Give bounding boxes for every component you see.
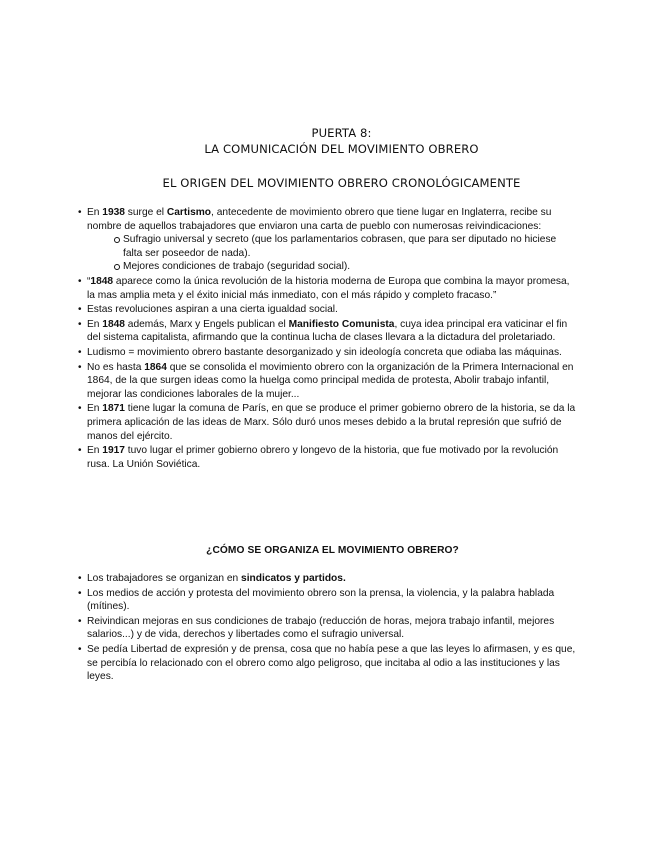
sub-list-item: Mejores condiciones de trabajo (seguridad social). xyxy=(114,260,578,274)
sub-list-item: Sufragio universal y secreto (que los parlamentarios cobrasen, que para ser diputado no hiciese falta ser poseedor de nada). xyxy=(114,233,578,260)
sub-list xyxy=(87,233,578,274)
list-item: • Reivindican mejoras en sus condiciones de trabajo (reducción de horas, mejora trabajo infantil, mejores salarios...) y de vida, derechos y libertades como el sufragio universal. xyxy=(78,615,578,642)
list-item: • Ludismo = movimiento obrero bastante desorganizado y sin ideología concreta que odiaba las máquinas. xyxy=(78,346,578,360)
section-title-organization: ¿CÓMO SE ORGANIZA EL MOVIMIENTO OBRERO? xyxy=(206,545,459,556)
list-item: • Se pedía Libertad de expresión y de prensa, cosa que no había pese a que las leyes lo afirmasen, y es que, se percibía lo relacionado con el obrero como algo peligroso, que incitaba al odio a las instituciones y las leyes. xyxy=(78,643,578,684)
list-item: • En 1848 además, Marx y Engels publican el Manifiesto Comunista, cuya idea principal era vaticinar el fin del sistema capitalista, afirmando que la continua lucha de clases llevara a la dictadura del proletariado. xyxy=(78,318,578,345)
list-item: • “1848 aparece como la única revolución de la historia moderna de Europa que combina la mayor promesa, la mas amplia meta y el éxito inicial más inmediato, con el más rápido y completo fracaso.” xyxy=(78,275,578,302)
title-block xyxy=(0,126,655,157)
list-item: • En 1917 tuvo lugar el primer gobierno obrero y longevo de la historia, que fue motivado por la revolución rusa. La Unión Soviética. xyxy=(78,444,578,471)
list-item: • Los trabajadores se organizan en sindicatos y partidos. xyxy=(78,572,578,586)
title-line-2: LA COMUNICACIÓN DEL MOVIMIENTO OBRERO xyxy=(204,141,479,156)
list-item: • Estas revoluciones aspiran a una cierta igualdad social. xyxy=(78,303,578,317)
origin-list xyxy=(78,206,578,472)
list-item: • En 1871 tiene lugar la comuna de París, en que se produce el primer gobierno obrero de la historia, se da la primera aplicación de las ideas de Marx. Sólo duró unos meses debido a la brutal represión que sufrió de manos del ejército. xyxy=(78,402,578,443)
list-item: • No es hasta 1864 que se consolida el movimiento obrero con la organización de la Primera Internacional en 1864, de la que surgen ideas como la huelga como principal medida de protesta, Abolir trabajo infantil, mejorar las condiciones laborales de la mujer... xyxy=(78,361,578,402)
list-item: • Los medios de acción y protesta del movimiento obrero son la prensa, la violencia, y la palabra hablada (mítines). xyxy=(78,587,578,614)
list-item: • En 1938 surge el Cartismo, antecedente de movimiento obrero que tiene lugar en Inglaterra, recibe su nombre de aquellos trabajadores que enviaron una carta de pueblo con numerosas reivindicaciones: Sufragio universal y secreto (que los parlamentarios cobrasen, que para ser diputado no hiciese falta ser poseedor de nada). Mejores condiciones de trabajo (seguridad social). xyxy=(78,206,578,274)
title-line-1: PUERTA 8: xyxy=(311,126,372,140)
organization-list xyxy=(78,572,578,685)
section-title-origin: EL ORIGEN DEL MOVIMIENTO OBRERO CRONOLÓGICAMENTE xyxy=(162,176,521,190)
